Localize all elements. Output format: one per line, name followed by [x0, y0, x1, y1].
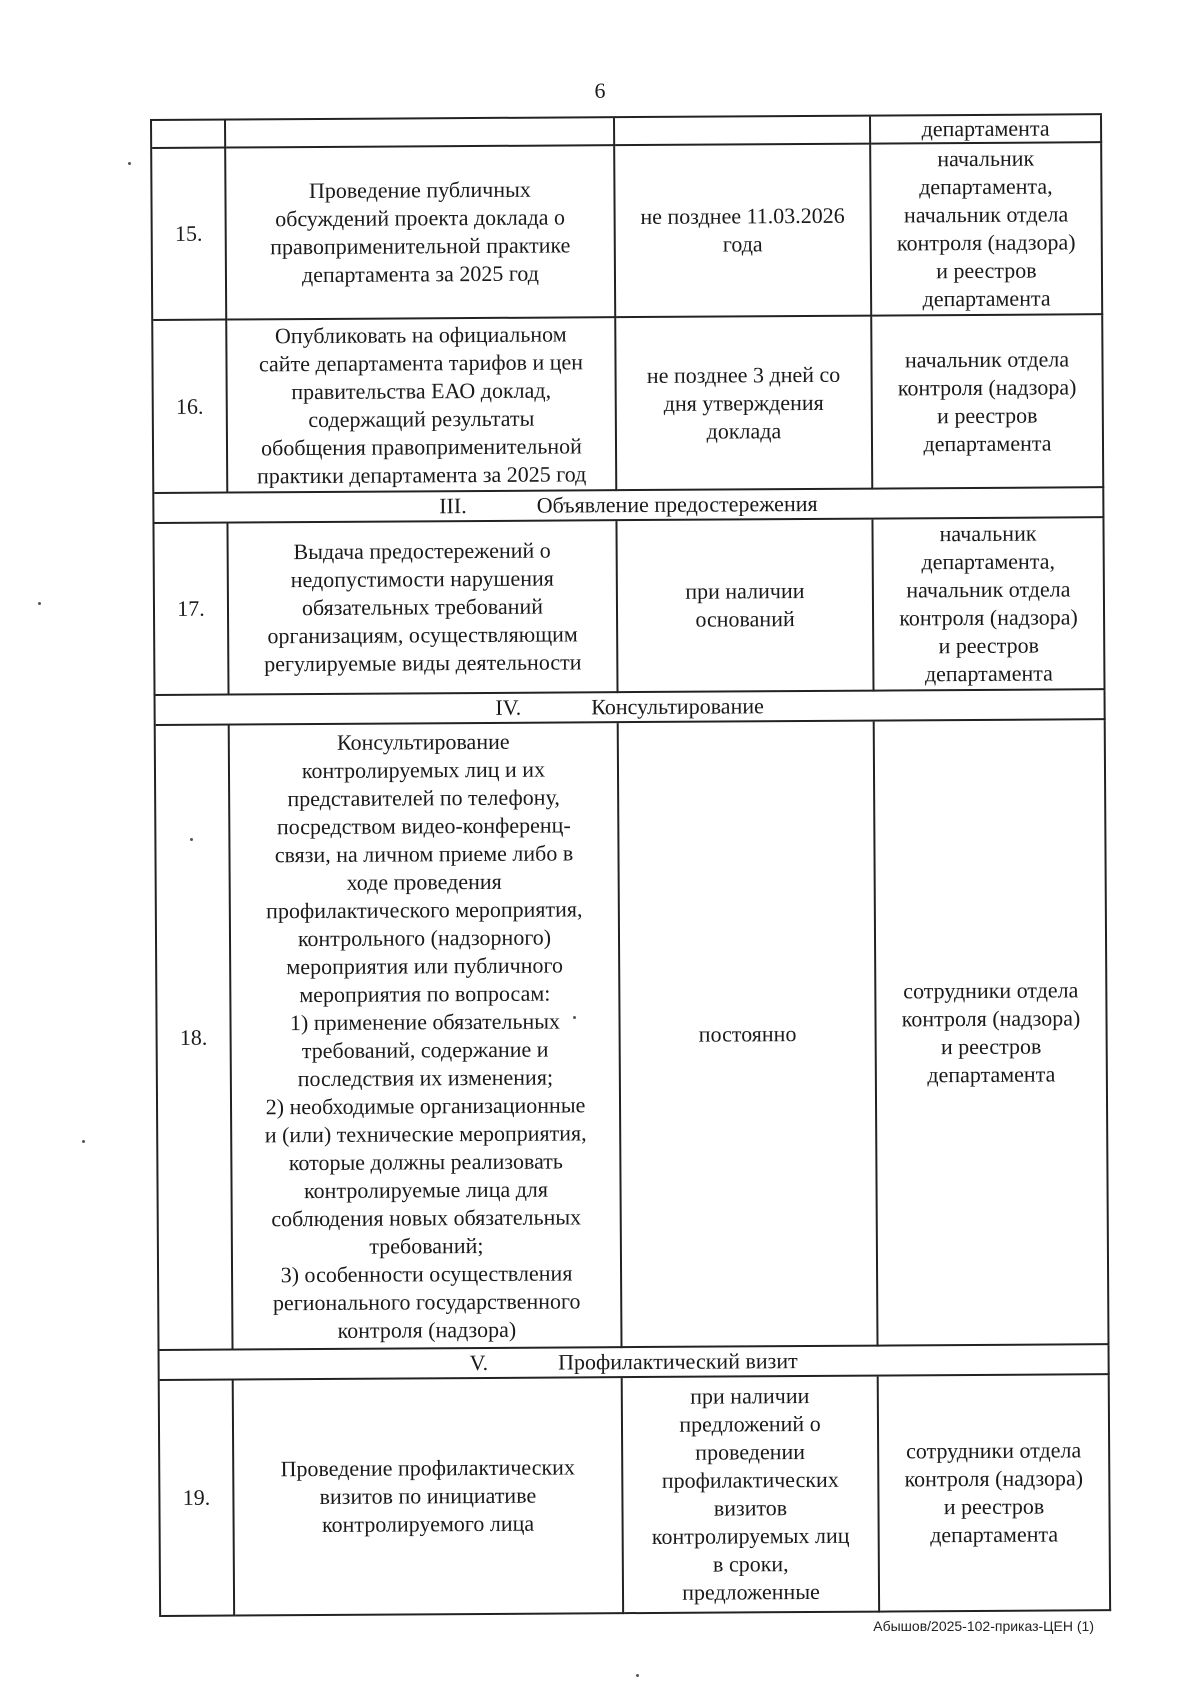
- table-cell-responsible: департамента: [871, 115, 1102, 144]
- section-numeral: V.: [469, 1349, 489, 1376]
- section-numeral: IV.: [495, 694, 522, 720]
- row-term: при наличии предложений о проведении профилактических визитов контролируемых лиц в сроки, предложенные: [623, 1377, 880, 1615]
- row-event: Опубликовать на официальном сайте департамента тарифов и цен правительства ЕАО доклад, содержащий результаты обобщения правоприменительной практики департамента за 2025 год: [227, 318, 617, 493]
- scan-speck: [38, 602, 41, 605]
- document-footer-id: Абышов/2025-102-приказ-ЦЕН (1): [873, 1618, 1094, 1634]
- scan-speck: [128, 162, 131, 165]
- row-number: 17.: [154, 524, 229, 696]
- row-event: Выдача предостережений о недопустимости нарушения обязательных требований организациям, осуществляющим регулируемые виды деятельности: [228, 521, 618, 695]
- row-term: не позднее 11.03.2026 года: [615, 145, 872, 319]
- scan-speck: [190, 838, 193, 841]
- scan-speck: [636, 1674, 639, 1677]
- table-cell-number: [152, 121, 226, 149]
- row-responsible: сотрудники отдела контроля (надзора) и реестров департамента: [879, 1375, 1111, 1612]
- row-event: Консультирование контролируемых лиц и их представителей по телефону, посредством видео-конференц- связи, на личном приеме либо в ходе проведения профилактического мероприятия, контрольного (надзорного) мероприятия или публичного мероприятия по вопросам: 1) применение обязательных требований, содержание и последствия их изменения; 2) необходимые организационные и (или) технические мероприятия, которые должны реализовать контролируемые лица для соблюдения новых обязательных требований; 3) особенности осуществления регионального государственного контроля (надзора): [230, 723, 623, 1350]
- row-responsible: начальник отдела контроля (надзора) и реестров департамента: [872, 315, 1104, 489]
- row-term: постоянно: [619, 722, 879, 1349]
- section-title: Консультирование: [591, 693, 764, 720]
- row-term: при наличии оснований: [617, 520, 874, 694]
- row-event: Проведение профилактических визитов по инициативе контролируемого лица: [234, 1378, 624, 1616]
- row-number: 15.: [152, 149, 227, 321]
- section-title: Профилактический визит: [558, 1348, 798, 1375]
- row-event: Проведение публичных обсуждений проекта доклада о правоприменительной практике департамента за 2025 год: [226, 146, 616, 320]
- section-title: Объявление предостережения: [536, 490, 818, 518]
- page-number: 6: [594, 78, 606, 103]
- scan-speck: [82, 1140, 85, 1143]
- row-term: не позднее 3 дней со дня утверждения доклада: [616, 317, 873, 492]
- row-number: 18.: [156, 726, 234, 1351]
- row-number: 16.: [153, 321, 228, 494]
- row-responsible: сотрудники отдела контроля (надзора) и реестров департамента: [875, 720, 1110, 1346]
- row-number: 19.: [160, 1381, 235, 1617]
- row-responsible: начальник департамента, начальник отдела контроля (надзора) и реестров департамента: [871, 143, 1103, 316]
- section-numeral: III.: [439, 493, 467, 519]
- row-responsible: начальник департамента, начальник отдела контроля (надзора) и реестров департамента: [873, 518, 1105, 691]
- scan-speck: [573, 1016, 576, 1019]
- table-cell-term: [615, 117, 871, 147]
- table-cell-event: [226, 118, 615, 148]
- plan-table: [150, 113, 1111, 1617]
